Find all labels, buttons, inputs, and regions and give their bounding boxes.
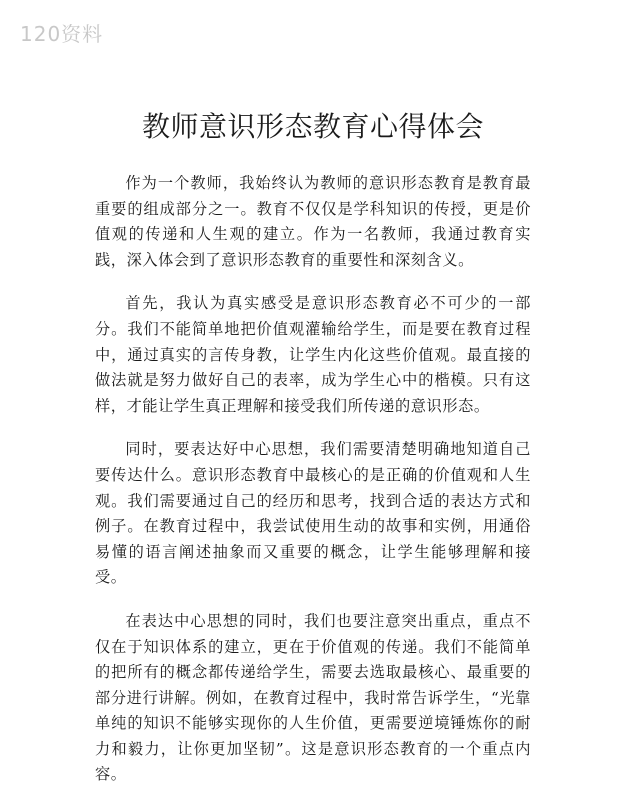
paragraph-4: 在表达中心思想的同时，我们也要注意突出重点，重点不仅在于知识体系的建立，更在于价值观的传递。我们不能简单的把所有的概念都传递给学生，需要去选取最核心、最重要的部分进行讲解。例如，在教育过程中，我时常告诉学生，“光靠单纯的知识不能够实现你的人生价值，更需要逆境锤炼你的耐力和毅力，让你更加坚韧”。这是意识形态教育的一个重点内容。 [95, 611, 531, 784]
paragraph-1: 作为一个教师，我始终认为教师的意识形态教育是教育最重要的组成部分之一。教育不仅仅是学科知识的传授，更是价值观的传递和人生观的建立。作为一名教师，我通过教育实践，深入体会到了意识形态教育的重要性和深刻含义。 [95, 174, 531, 269]
document-title: 教师意识形态教育心得体会 [141, 110, 484, 143]
paragraph-2: 首先，我认为真实感受是意识形态教育必不可少的一部分。我们不能简单地把价值观灌输给学生，而是要在教育过程中，通过真实的言传身教，让学生内化这些价值观。最直接的做法就是努力做好自己的表率，成为学生心中的楷模。只有这样，才能让学生真正理解和接受我们所传递的意识形态。 [95, 294, 531, 415]
document-page [95, 95, 531, 806]
watermark-logo: 120资料 [20, 22, 104, 46]
paragraph-3: 同时，要表达好中心思想，我们需要清楚明确地知道自己要传达什么。意识形态教育中最核心的是正确的价值观和人生观。我们需要通过自己的经历和思考，找到合适的表达方式和例子。在教育过程中，我尝试使用生动的故事和实例，用通俗易懂的语言阐述抽象而又重要的概念，让学生能够理解和接受。 [95, 440, 531, 587]
